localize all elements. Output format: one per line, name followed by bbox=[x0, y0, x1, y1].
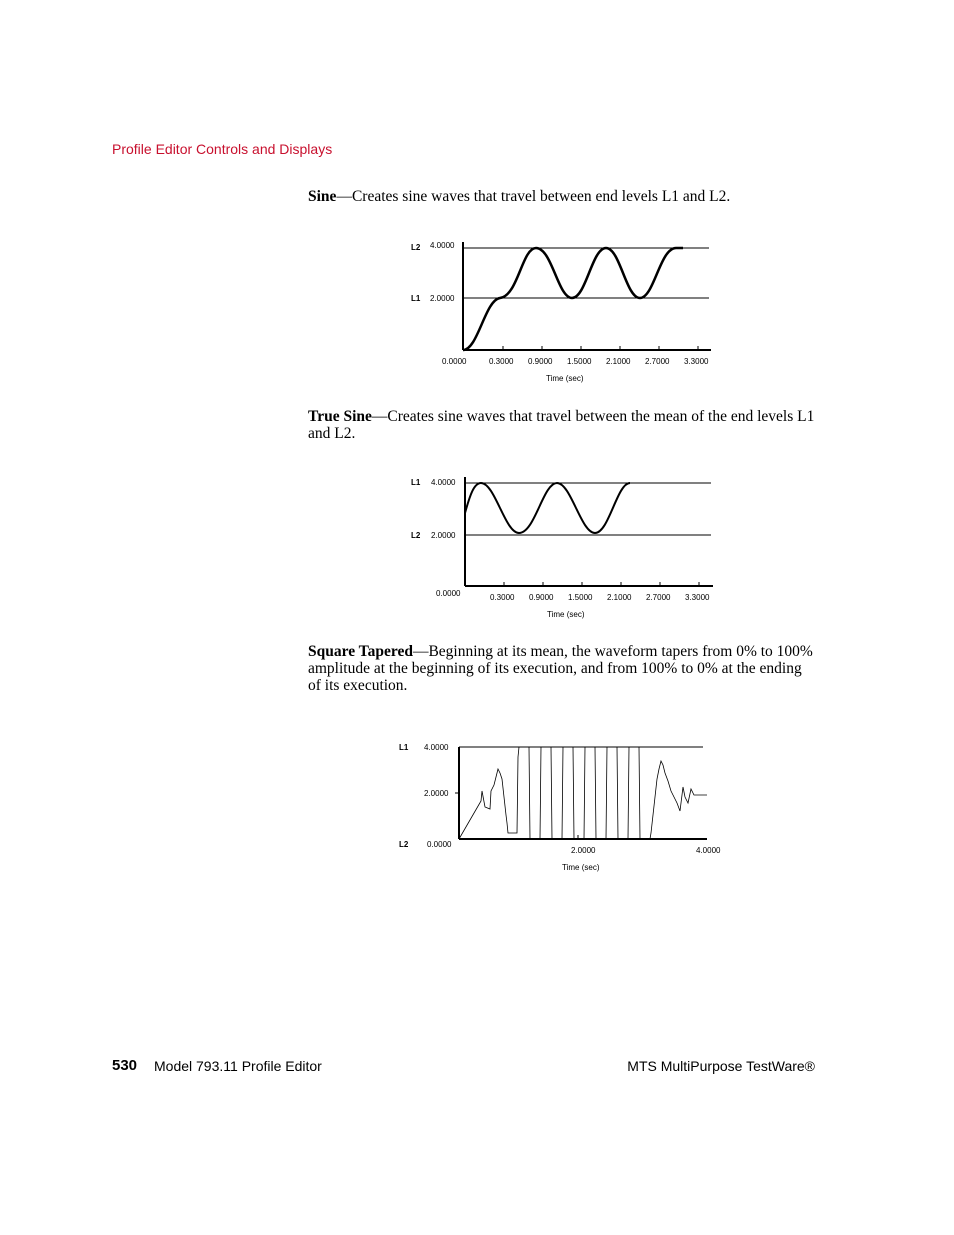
true-sine-x-label-6: 3.3000 bbox=[685, 593, 710, 602]
true-sine-term: True Sine bbox=[308, 408, 372, 425]
sine-x-label-5: 2.7000 bbox=[645, 357, 670, 366]
square-tapered-text: —Beginning at its mean, the waveform tapers from 0% to 100% amplitude at the beginning of its execution, and from 100% to 0% at the ending of its execution. bbox=[308, 643, 813, 694]
square-y-tick-2: 2.0000 bbox=[424, 789, 449, 798]
sine-description bbox=[308, 188, 818, 205]
sine-x-label-2: 0.9000 bbox=[528, 357, 553, 366]
square-x-label-4: 4.0000 bbox=[696, 846, 721, 855]
footer-product-name: MTS MultiPurpose TestWare® bbox=[627, 1058, 815, 1074]
sine-l1-label: L1 bbox=[411, 294, 421, 303]
true-sine-chart bbox=[0, 465, 954, 625]
square-x-axis-title: Time (sec) bbox=[562, 863, 600, 872]
sine-y-tick-2: 2.0000 bbox=[430, 294, 455, 303]
true-sine-y-tick-0: 0.0000 bbox=[436, 589, 461, 598]
true-sine-x-label-3: 1.5000 bbox=[568, 593, 593, 602]
square-x-label-2: 2.0000 bbox=[571, 846, 596, 855]
sine-x-label-0: 0.0000 bbox=[442, 357, 467, 366]
sine-x-label-6: 3.3000 bbox=[684, 357, 709, 366]
true-sine-l1-label: L1 bbox=[411, 478, 421, 487]
square-tapered-waveform bbox=[459, 747, 707, 839]
true-sine-x-label-1: 0.3000 bbox=[490, 593, 515, 602]
page-number: 530 bbox=[112, 1057, 138, 1074]
footer-manual-title: Model 793.11 Profile Editor bbox=[154, 1058, 322, 1074]
sine-text: —Creates sine waves that travel between end levels L1 and L2. bbox=[336, 188, 731, 205]
square-l1-label: L1 bbox=[399, 743, 409, 752]
true-sine-y-tick-4: 4.0000 bbox=[431, 478, 456, 487]
square-tapered-description bbox=[308, 643, 818, 694]
true-sine-x-label-2: 0.9000 bbox=[529, 593, 554, 602]
true-sine-x-label-5: 2.7000 bbox=[646, 593, 671, 602]
true-sine-l2-label: L2 bbox=[411, 531, 421, 540]
square-tapered-chart bbox=[0, 725, 954, 885]
sine-x-axis-title: Time (sec) bbox=[546, 374, 584, 383]
square-y-tick-0: 0.0000 bbox=[427, 840, 452, 849]
true-sine-waveform bbox=[465, 483, 630, 533]
true-sine-description bbox=[308, 408, 818, 442]
sine-x-label-3: 1.5000 bbox=[567, 357, 592, 366]
sine-term: Sine bbox=[308, 188, 337, 205]
true-sine-text: —Creates sine waves that travel between the mean of the end levels L1 and L2. bbox=[308, 408, 815, 442]
true-sine-y-tick-2: 2.0000 bbox=[431, 531, 456, 540]
sine-chart bbox=[0, 230, 954, 390]
square-y-tick-4: 4.0000 bbox=[424, 743, 449, 752]
true-sine-x-label-4: 2.1000 bbox=[607, 593, 632, 602]
sine-x-label-4: 2.1000 bbox=[606, 357, 631, 366]
sine-waveform bbox=[463, 248, 683, 350]
square-tapered-term: Square Tapered bbox=[308, 643, 413, 660]
sine-x-label-1: 0.3000 bbox=[489, 357, 514, 366]
true-sine-x-axis-title: Time (sec) bbox=[547, 610, 585, 619]
sine-l2-label: L2 bbox=[411, 243, 421, 252]
square-l2-label: L2 bbox=[399, 840, 409, 849]
section-header: Profile Editor Controls and Displays bbox=[112, 141, 333, 157]
sine-y-tick-4: 4.0000 bbox=[430, 241, 455, 250]
